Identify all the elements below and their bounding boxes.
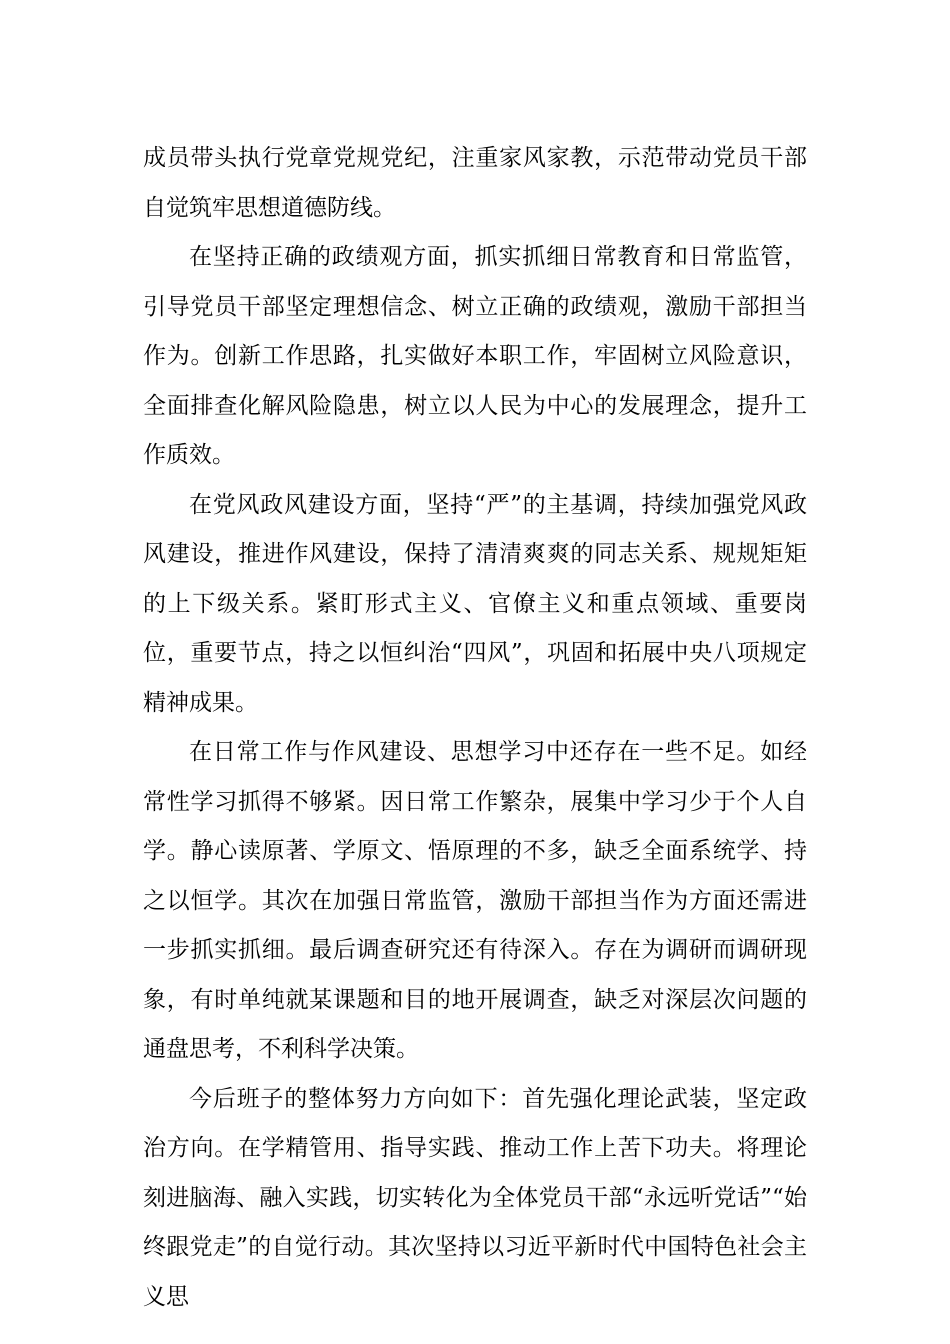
paragraph-future-direction: 今后班子的整体努力方向如下：首先强化理论武装，坚定政治方向。在学精管用、指导实践、推动工作上苦下功夫。将理论刻进脑海、融入实践，切实转化为全体党员干部“永远听党话”“始终跟党走”的自觉行动。其次坚持以习近平新时代中国特色社会主义思: [143, 1085, 807, 1310]
paragraph-continuation: 成员带头执行党章党规党纪，注重家风家教，示范带动党员干部自觉筑牢思想道德防线。: [143, 145, 807, 221]
paragraph-shortcomings: 在日常工作与作风建设、思想学习中还存在一些不足。如经常性学习抓得不够紧。因日常工作繁杂，展集中学习少于个人自学。静心读原著、学原文、悟原理的不多，缺乏全面系统学、持之以恒学。其次在加强日常监管，激励干部担当作为方面还需进一步抓实抓细。最后调查研究还有待深入。存在为调研而调研现象，有时单纯就某课题和目的地开展调查，缺乏对深层次问题的通盘思考，不利科学决策。: [143, 739, 807, 1062]
paragraph-performance-view: 在坚持正确的政绩观方面，抓实抓细日常教育和日常监管，引导党员干部坚定理想信念、树立正确的政绩观，激励干部担当作为。创新工作思路，扎实做好本职工作，牢固树立风险意识，全面排查化解风险隐患，树立以人民为中心的发展理念，提升工作质效。: [143, 244, 807, 468]
paragraph-party-style: 在党风政风建设方面，坚持“严”的主基调，持续加强党风政风建设，推进作风建设，保持了清清爽爽的同志关系、规规矩矩的上下级关系。紧盯形式主义、官僚主义和重点领域、重要岗位，重要节点，持之以恒纠治“四风”，巩固和拓展中央八项规定精神成果。: [143, 491, 807, 716]
document-body: [143, 134, 807, 1322]
